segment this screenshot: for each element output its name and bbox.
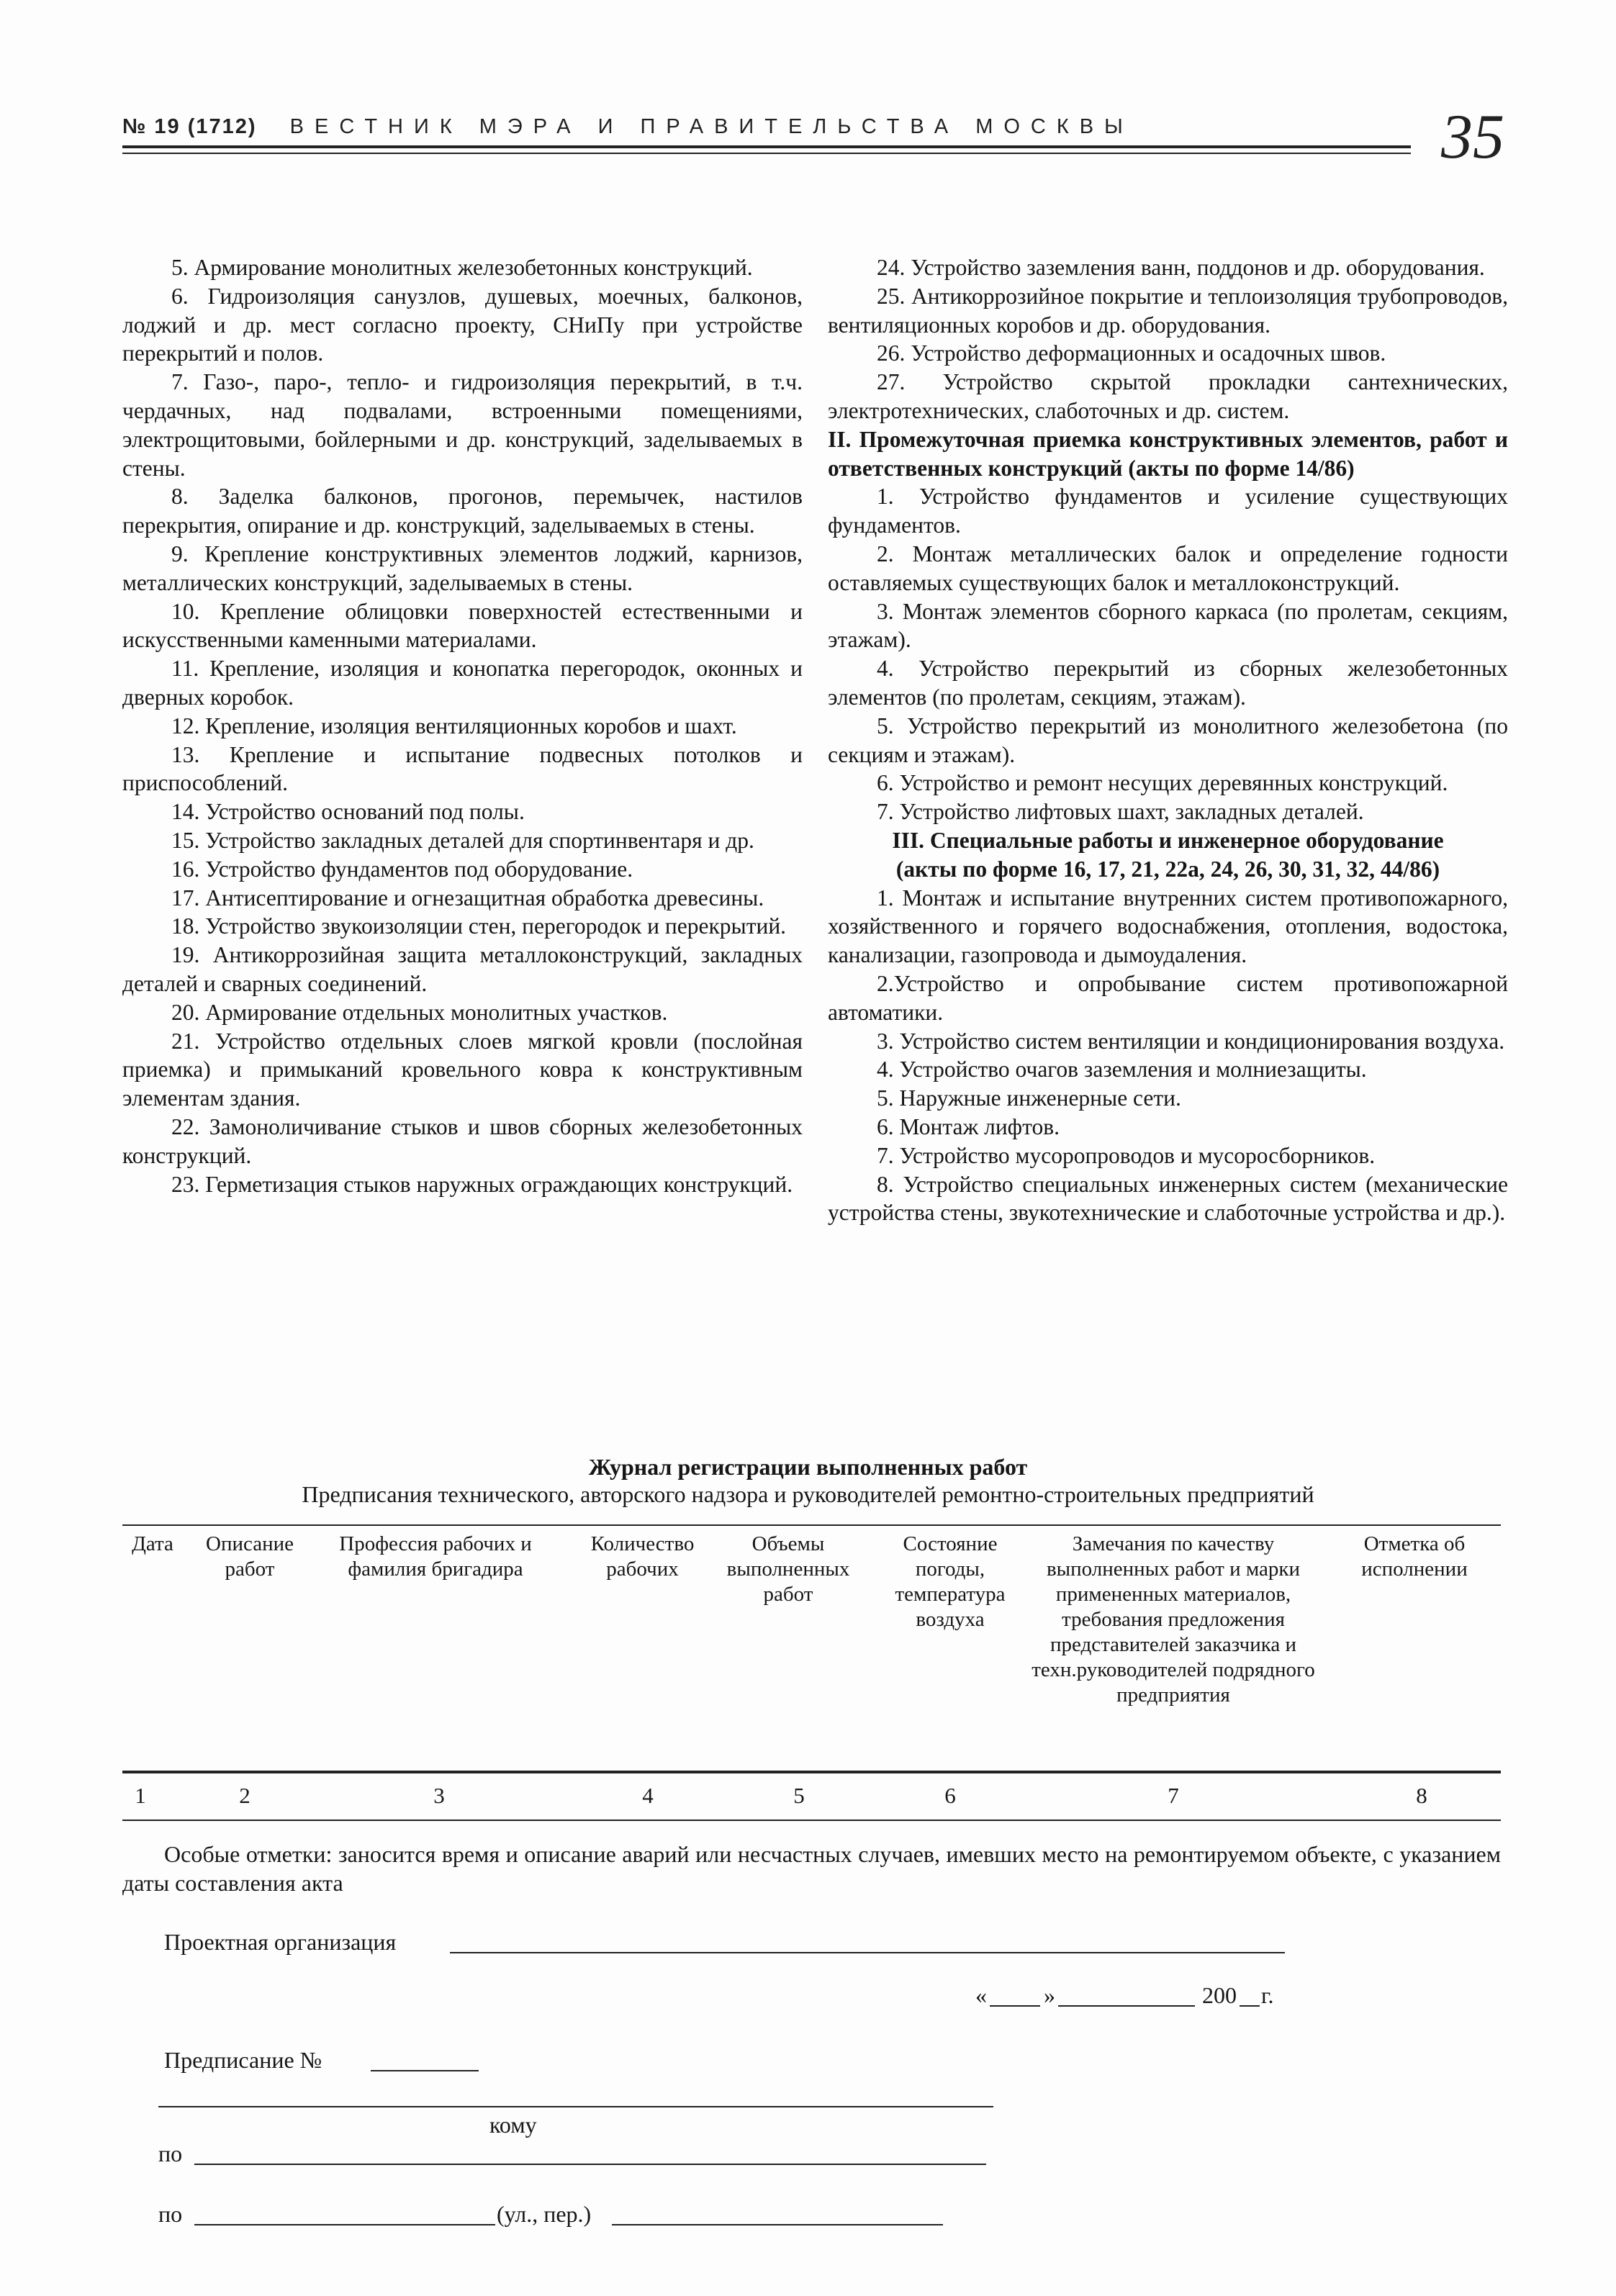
- list-item: 5. Армирование монолитных железобетонных конструкций.: [171, 255, 753, 280]
- section-heading: III. Специальные работы и инженерное оборудование: [892, 827, 1444, 853]
- project-org-label: Проектная организация: [164, 1929, 397, 1955]
- publication-name: ВЕСТНИК МЭРА И ПРАВИТЕЛЬСТВА МОСКВЫ: [289, 115, 1134, 138]
- list-item: 1. Монтаж и испытание внутренних систем противопожарного, хозяйственного и горячего водоснабжения, отопления, водостока, канализации, газопровода и дымоудаления.: [828, 885, 1508, 968]
- list-item: 9. Крепление конструктивных элементов лоджий, карнизов, металлических конструкций, заделываемых в стены.: [122, 541, 803, 595]
- po2-field[interactable]: [194, 2224, 495, 2225]
- header-title: [122, 115, 1134, 139]
- year-field[interactable]: [1240, 2005, 1260, 2007]
- list-item: 6. Гидроизоляция санузлов, душевых, моечных, балконов, лоджий и др. мест согласно проекту, СНиПу при устройстве перекрытий и полов.: [122, 283, 803, 366]
- list-item: 6. Устройство и ремонт несущих деревянных конструкций.: [877, 770, 1448, 796]
- table-header-cell: Профессия рабочих и фамилия бригадира: [339, 1532, 532, 1581]
- column-number: 3: [433, 1783, 445, 1808]
- right-column: [828, 253, 1508, 1227]
- list-item: 15. Устройство закладных деталей для спортинвентаря и др.: [171, 827, 754, 853]
- header-rule: [122, 145, 1411, 148]
- issue-number: № 19 (1712): [122, 115, 257, 138]
- year-suffix: г.: [1261, 1982, 1274, 2008]
- table-header-cell: Замечания по качеству выполненных работ и марки примененных материалов, требования предложения представителей заказчика и техн.руководителей подрядного предприятия: [1032, 1532, 1315, 1707]
- list-item: 25. Антикоррозийное покрытие и теплоизоляция трубопроводов, вентиляционных коробов и др. оборудования.: [828, 283, 1508, 338]
- date-close-quote: »: [1044, 1982, 1055, 2008]
- table-header-cell: Описание работ: [206, 1532, 294, 1581]
- column-number: 7: [1168, 1783, 1179, 1808]
- year-prefix: 200: [1202, 1982, 1237, 2008]
- table-top-rule: [122, 1524, 1501, 1526]
- date-day-field[interactable]: [990, 2005, 1040, 2007]
- list-item: 11. Крепление, изоляция и конопатка перегородок, оконных и дверных коробок.: [122, 656, 803, 710]
- po2-label: по: [158, 2201, 183, 2227]
- list-item: 3. Устройство систем вентиляции и кондиционирования воздуха.: [877, 1028, 1505, 1054]
- po-field[interactable]: [194, 2164, 986, 2165]
- list-item: 20. Армирование отдельных монолитных участков.: [171, 999, 668, 1025]
- list-item: 7. Устройство мусоропроводов и мусоросборников.: [877, 1142, 1376, 1168]
- section-heading-sub: (акты по форме 16, 17, 21, 22а, 24, 26, 30, 31, 32, 44/86): [895, 856, 1440, 882]
- column-number: 2: [239, 1783, 250, 1808]
- list-item: 5. Устройство перекрытий из монолитного железобетона (по секциям и этажам).: [828, 713, 1508, 767]
- list-item: 7. Устройство лифтовых шахт, закладных деталей.: [877, 799, 1364, 825]
- page-number: 35: [1441, 102, 1504, 172]
- list-item: 8. Заделка балконов, прогонов, перемычек, настилов перекрытия, опирание и др. конструкций, заделываемых в стены.: [122, 484, 803, 538]
- column-number: 1: [135, 1783, 146, 1808]
- prescription-number-field[interactable]: [371, 2070, 479, 2071]
- column-number: 6: [944, 1783, 956, 1808]
- list-item: 26. Устройство деформационных и осадочных швов.: [877, 340, 1386, 366]
- list-item: 23. Герметизация стыков наружных ограждающих конструкций.: [171, 1171, 793, 1197]
- page-header: [122, 102, 1504, 172]
- list-item: 12. Крепление, изоляция вентиляционных коробов и шахт.: [171, 713, 737, 738]
- table-header-cell: Отметка об исполнении: [1361, 1532, 1468, 1581]
- list-item: 2.Устройство и опробывание систем противопожарной автоматики.: [828, 970, 1508, 1025]
- list-item: 10. Крепление облицовки поверхностей естественными и искусственными каменными материалами.: [122, 598, 803, 653]
- journal-title: Журнал регистрации выполненных работ: [588, 1454, 1028, 1480]
- list-item: 19. Антикоррозийная защита металлоконструкций, закладных деталей и сварных соединений.: [122, 942, 803, 996]
- list-item: 8. Устройство специальных инженерных систем (механические устройства стены, звукотехнические и слаботочные устройства и др.).: [828, 1171, 1508, 1226]
- list-item: 21. Устройство отдельных слоев мягкой кровли (послойная приемка) и примыканий кровельного ковра к конструктивным элементам здания.: [122, 1028, 803, 1111]
- table-header-cell: Объемы выполненных работ: [726, 1532, 850, 1606]
- prescription-label: Предписание №: [164, 2047, 322, 2073]
- column-number: 5: [793, 1783, 805, 1808]
- list-item: 6. Монтаж лифтов.: [877, 1113, 1060, 1139]
- street-field[interactable]: [612, 2224, 943, 2225]
- list-item: 7. Газо-, паро-, тепло- и гидроизоляция перекрытий, в т.ч. чердачных, над подвалами, встроенными помещениями, электрощитовыми, бойлерными и др. конструкций, заделываемых в стены.: [122, 369, 803, 481]
- list-item: 4. Устройство очагов заземления и молниезащиты.: [877, 1057, 1367, 1083]
- list-item: 13. Крепление и испытание подвесных потолков и приспособлений.: [122, 741, 803, 796]
- project-org-field[interactable]: [450, 1952, 1285, 1953]
- list-item: 18. Устройство звукоизоляции стен, перегородок и перекрытий.: [171, 913, 787, 939]
- street-label: (ул., пер.): [497, 2201, 592, 2227]
- table-header-cell: Состояние погоды, температура воздуха: [895, 1532, 1006, 1631]
- column-number: 8: [1416, 1783, 1427, 1808]
- section-heading: II. Промежуточная приемка конструктивных элементов, работ и ответственных конструкций (акты по форме 14/86): [828, 426, 1508, 481]
- to-whom-label: кому: [489, 2112, 537, 2138]
- list-item: 16. Устройство фундаментов под оборудование.: [171, 856, 633, 882]
- list-item: 24. Устройство заземления ванн, поддонов и др. оборудования.: [877, 255, 1485, 280]
- left-column: [122, 253, 803, 1198]
- list-item: 27. Устройство скрытой прокладки сантехнических, электротехнических, слаботочных и др. систем.: [828, 369, 1508, 423]
- date-month-field[interactable]: [1058, 2005, 1195, 2007]
- list-item: 22. Замоноличивание стыков и швов сборных железобетонных конструкций.: [122, 1113, 803, 1168]
- date-open-quote: «: [975, 1982, 987, 2008]
- table-header-cell: Дата: [132, 1532, 173, 1555]
- header-rule-thin: [122, 153, 1411, 154]
- recipient-field[interactable]: [158, 2106, 993, 2107]
- table-bottom-rule: [122, 1820, 1501, 1821]
- journal-subtitle: Предписания технического, авторского надзора и руководителей ремонтно-строительных предприятий: [302, 1481, 1314, 1507]
- list-item: 17. Антисептирование и огнезащитная обработка древесины.: [171, 885, 764, 910]
- list-item: 2. Монтаж металлических балок и определение годности оставляемых существующих балок и металлоконструкций.: [828, 541, 1508, 595]
- list-item: 3. Монтаж элементов сборного каркаса (по пролетам, секциям, этажам).: [828, 598, 1508, 653]
- column-number: 4: [642, 1783, 654, 1808]
- special-notes: Особые отметки: заносится время и описание аварий или несчастных случаев, имевших место на ремонтируемом объекте, с указанием даты составления акта: [122, 1841, 1501, 1896]
- table-header-rule: [122, 1771, 1501, 1773]
- list-item: 4. Устройство перекрытий из сборных железобетонных элементов (по пролетам, секциям, этажам).: [828, 656, 1508, 710]
- list-item: 5. Наружные инженерные сети.: [877, 1085, 1181, 1111]
- list-item: 14. Устройство оснований под полы.: [171, 799, 525, 825]
- list-item: 1. Устройство фундаментов и усиление существующих фундаментов.: [828, 484, 1508, 538]
- po-label: по: [158, 2141, 183, 2166]
- table-header-cell: Количество рабочих: [590, 1532, 695, 1581]
